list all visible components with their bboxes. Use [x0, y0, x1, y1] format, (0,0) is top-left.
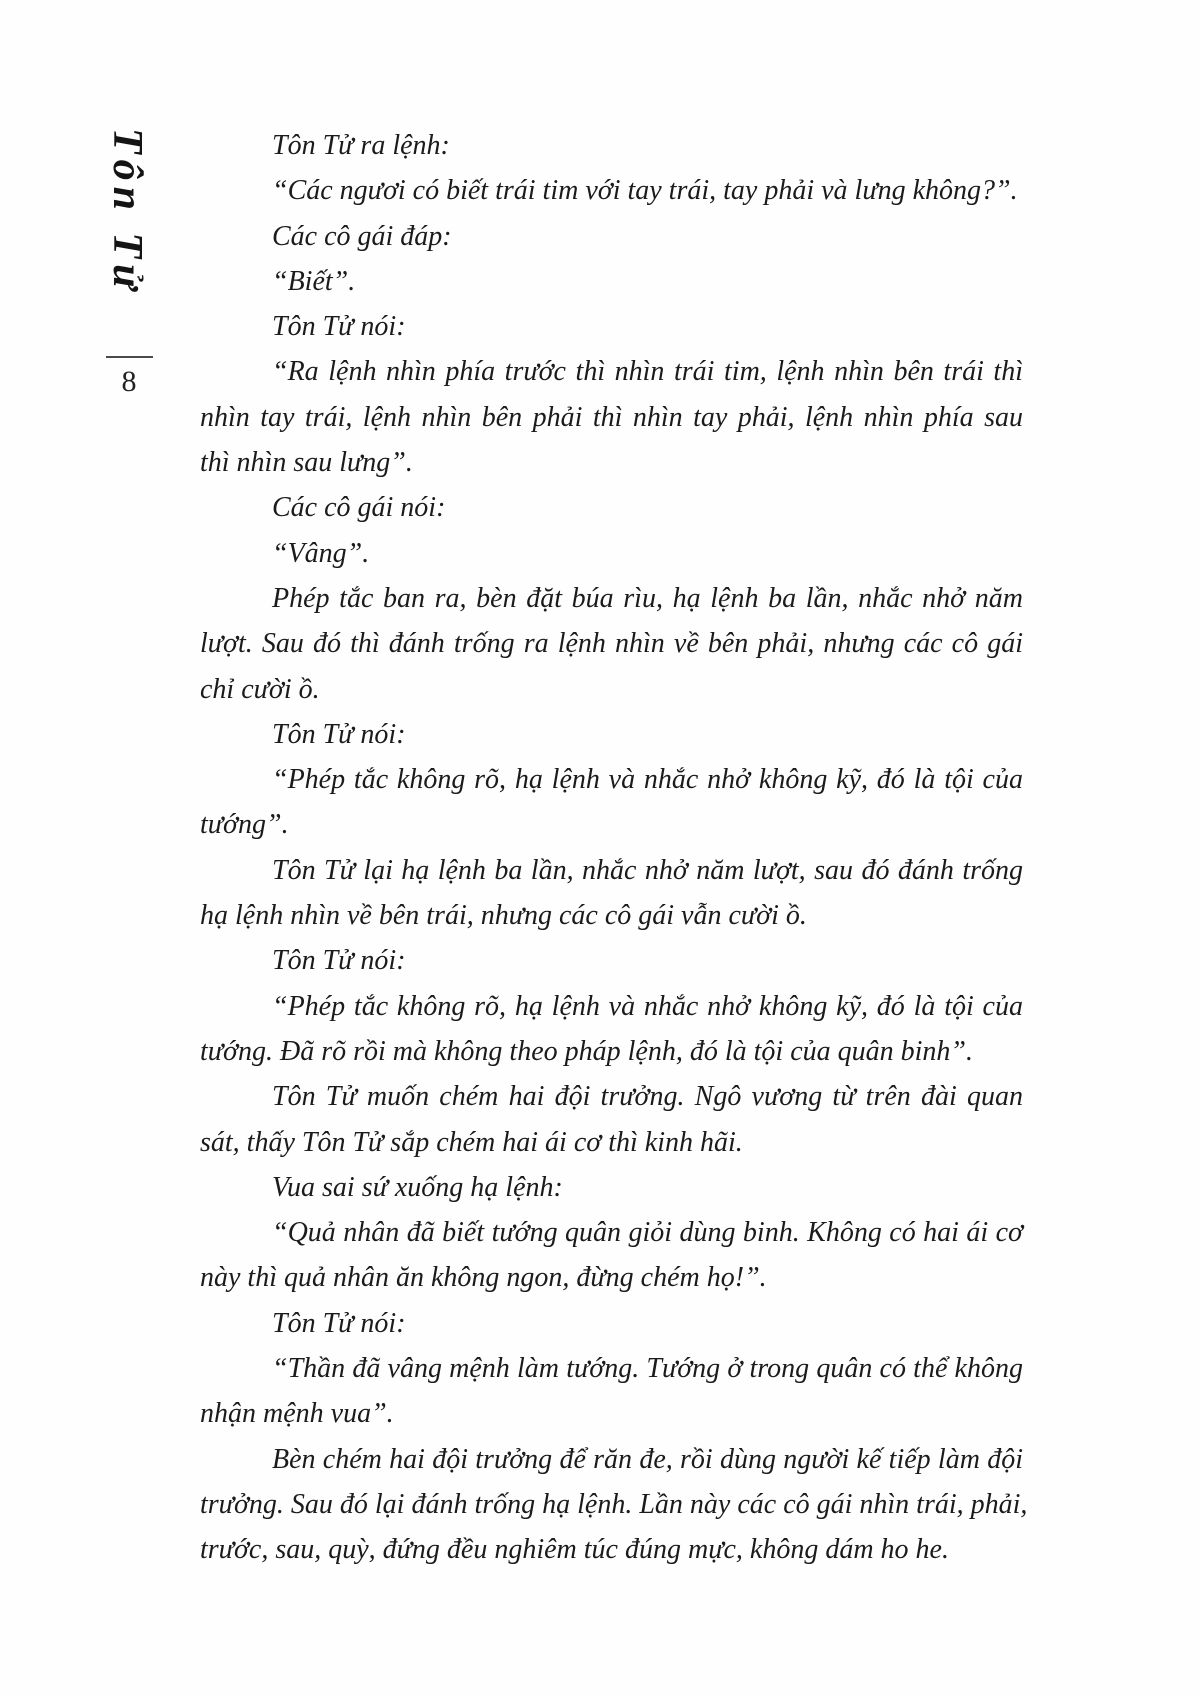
- page-number: 8: [121, 365, 137, 398]
- text-line: “Vâng”.: [272, 537, 370, 569]
- text-line: Tôn Tử nói:: [272, 945, 406, 977]
- text-line: trước, sau, quỳ, đứng đều nghiêm túc đúng mực, không dám ho he.: [200, 1534, 949, 1566]
- text-line: “Phép tắc không rõ, hạ lệnh và nhắc nhở không kỹ, đó là tội của: [272, 990, 1023, 1022]
- text-line: lượt. Sau đó thì đánh trống ra lệnh nhìn về bên phải, nhưng các cô gái: [200, 628, 1023, 660]
- text-line: “Quả nhân đã biết tướng quân giỏi dùng binh. Không có hai ái cơ: [272, 1217, 1023, 1249]
- margin-divider: [106, 356, 153, 358]
- text-line: “Biết”.: [272, 265, 356, 297]
- text-line: Vua sai sứ xuống hạ lệnh:: [272, 1171, 563, 1203]
- body-text: [200, 123, 1028, 1573]
- text-line: Bèn chém hai đội trưởng để răn đe, rồi dùng người kế tiếp làm đội: [272, 1443, 1023, 1475]
- text-line: Tôn Tử ra lệnh:: [272, 130, 450, 161]
- text-line: “Thần đã vâng mệnh làm tướng. Tướng ở trong quân có thể không: [272, 1353, 1023, 1385]
- text-line: Tôn Tử muốn chém hai đội trưởng. Ngô vương từ trên đài quan: [272, 1081, 1023, 1113]
- text-line: tướng”.: [200, 809, 289, 841]
- text-line: Tôn Tử nói:: [272, 311, 406, 343]
- text-line: “Ra lệnh nhìn phía trước thì nhìn trái tim, lệnh nhìn bên trái thì: [272, 356, 1023, 388]
- text-line: này thì quả nhân ăn không ngon, đừng chém họ!”.: [200, 1262, 767, 1294]
- text-line: Phép tắc ban ra, bèn đặt búa rìu, hạ lệnh ba lần, nhắc nhở năm: [272, 582, 1023, 614]
- text-line: Các cô gái nói:: [272, 492, 446, 524]
- text-line: Các cô gái đáp:: [272, 220, 452, 252]
- text-line: sát, thấy Tôn Tử sắp chém hai ái cơ thì kinh hãi.: [200, 1126, 743, 1158]
- text-line: hạ lệnh nhìn về bên trái, nhưng các cô gái vẫn cười ồ.: [200, 900, 807, 932]
- text-line: nhìn tay trái, lệnh nhìn bên phải thì nhìn tay phải, lệnh nhìn phía sau: [200, 401, 1023, 433]
- text-line: tướng. Đã rõ rồi mà không theo pháp lệnh, đó là tội của quân binh”.: [200, 1035, 973, 1067]
- text-line: trưởng. Sau đó lại đánh trống hạ lệnh. Lần này các cô gái nhìn trái, phải,: [200, 1488, 1028, 1520]
- text-line: nhận mệnh vua”.: [200, 1398, 394, 1430]
- text-line: chỉ cười ồ.: [200, 673, 320, 705]
- text-line: Tôn Tử nói:: [272, 1307, 406, 1339]
- margin-vertical-title: Tôn Tử: [104, 128, 150, 296]
- text-line: Tôn Tử lại hạ lệnh ba lần, nhắc nhở năm lượt, sau đó đánh trống: [272, 854, 1023, 886]
- text-line: Tôn Tử nói:: [272, 718, 406, 750]
- text-line: thì nhìn sau lưng”.: [200, 447, 413, 479]
- text-line: “Các ngươi có biết trái tim với tay trái, tay phải và lưng không?”.: [272, 175, 1018, 207]
- text-line: “Phép tắc không rõ, hạ lệnh và nhắc nhở không kỹ, đó là tội của: [272, 764, 1023, 796]
